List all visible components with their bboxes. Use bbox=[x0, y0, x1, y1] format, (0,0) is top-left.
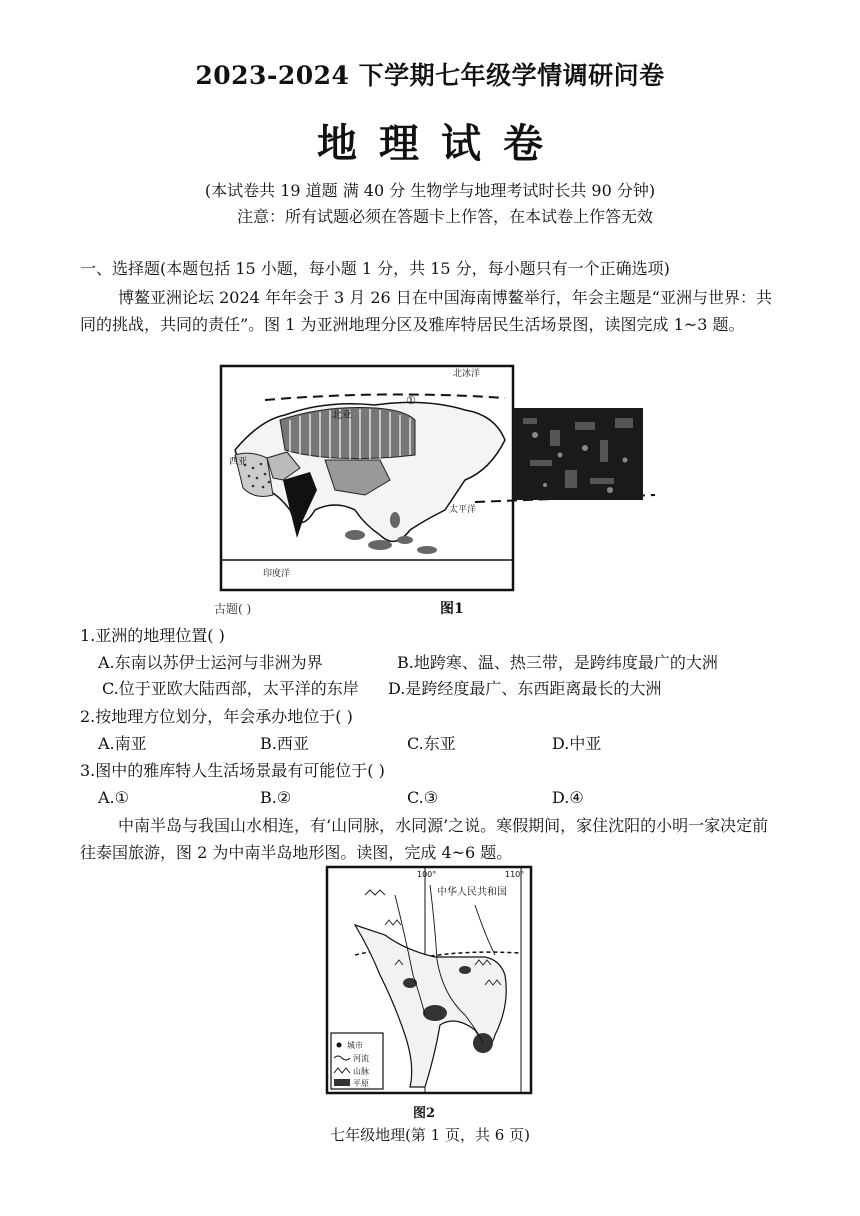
asia-map-image bbox=[205, 360, 655, 615]
question-3-option-d: D.④ bbox=[552, 788, 584, 807]
lon-label-100: 100° bbox=[417, 870, 437, 879]
exam-notice: 注意：所有试题必须在答题卡上作答，在本试卷上作答无效 bbox=[236, 207, 653, 226]
question-2-option-d: D.中亚 bbox=[552, 734, 602, 753]
intro-paragraph-1: 博鳌亚洲论坛 2024 年年会于 3 月 26 日在中国海南博鳌举行，年会主题是“亚洲与世界：共同的挑战，共同的责任”。图 1 为亚洲地理分区及雅库特居民生活场景图，读图完成 1~3 题。 bbox=[80, 288, 772, 334]
lon-label-110: 110° bbox=[505, 870, 525, 879]
legend-city: 城市 bbox=[347, 1041, 363, 1050]
question-3-option-c: C.③ bbox=[407, 788, 439, 807]
question-1-option-d: D.是跨经度最广、东西距离最长的大洲 bbox=[388, 679, 662, 698]
question-3-option-a: A.① bbox=[98, 788, 129, 807]
figure-1-caption: 图1 bbox=[440, 601, 464, 617]
exam-info: (本试卷共 19 道题 满 40 分 生物学与地理考试时长共 90 分钟) bbox=[204, 181, 656, 200]
figure-2-caption: 图2 bbox=[413, 1106, 436, 1121]
figure-2 bbox=[325, 865, 533, 1097]
question-3-option-b: B.② bbox=[260, 788, 292, 807]
question-2-option-b: B.西亚 bbox=[260, 734, 309, 753]
question-3-stem: 3.图中的雅库特人生活场景最有可能位于( ) bbox=[80, 761, 385, 780]
label-north-asia: 北亚 bbox=[332, 410, 352, 421]
label-west-asia: 西亚 bbox=[229, 457, 248, 467]
legend-river: 河流 bbox=[353, 1054, 369, 1063]
label-china: 中华人民共和国 bbox=[437, 887, 507, 898]
label-marker-1: ① bbox=[406, 394, 416, 407]
question-2-stem: 2.按地理方位划分，年会承办地位于( ) bbox=[80, 707, 353, 726]
intro-paragraph-2: 中南半岛与我国山水相连，有‘山同脉，水同源’之说。寒假期间，家住沈阳的小明一家决定前往泰国旅游，图 2 为中南半岛地形图。读图，完成 4~6 题。 bbox=[80, 816, 769, 862]
question-1-option-c: C.位于亚欧大陆西部，太平洋的东岸 bbox=[102, 679, 359, 698]
question-1-stem: 1.亚洲的地理位置( ) bbox=[80, 626, 225, 645]
label-arctic: 北冰洋 bbox=[453, 369, 481, 379]
question-1-option-b: B.地跨寒、温、热三带，是跨纬度最广的大洲 bbox=[397, 653, 718, 672]
legend-plain-icon bbox=[334, 1079, 350, 1086]
section-heading: 一、选择题(本题包括 15 小题，每小题 1 分，共 15 分，每小题只有一个正确选项) bbox=[80, 259, 670, 278]
figure-1 bbox=[205, 360, 655, 615]
page-title: 地理试卷 bbox=[317, 120, 565, 167]
legend-plain: 平原 bbox=[353, 1079, 369, 1088]
label-indian: 印度洋 bbox=[263, 569, 291, 579]
legend-mountain: 山脉 bbox=[353, 1067, 369, 1076]
question-2-option-c: C.东亚 bbox=[407, 734, 456, 753]
indochina-map-image bbox=[325, 865, 533, 1097]
exam-header: 2023-2024 下学期七年级学情调研问卷 bbox=[195, 61, 665, 90]
label-pacific: 太平洋 bbox=[449, 505, 477, 515]
figure-1-fragment: 古题( ) bbox=[214, 602, 252, 616]
page-footer: 七年级地理(第 1 页，共 6 页) bbox=[330, 1126, 530, 1144]
legend-city-icon bbox=[337, 1043, 342, 1048]
question-2-option-a: A.南亚 bbox=[98, 734, 147, 753]
question-1-option-a: A.东南以苏伊士运河与非洲为界 bbox=[98, 653, 323, 672]
